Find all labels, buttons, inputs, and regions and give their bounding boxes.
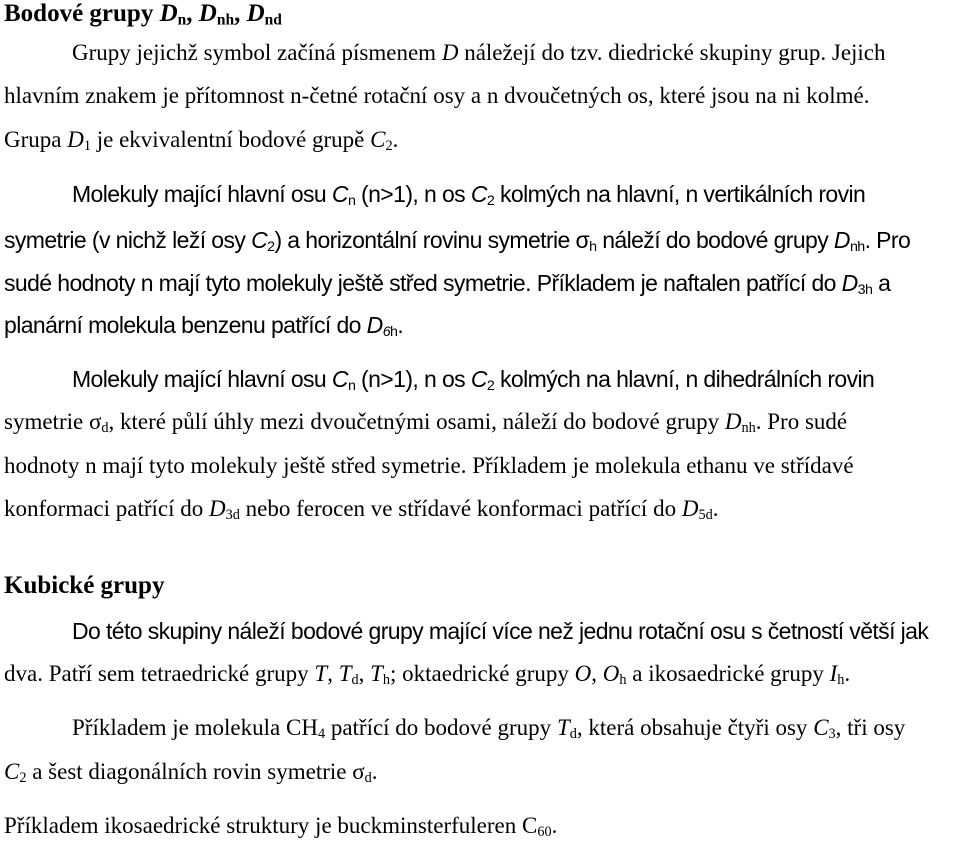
section-heading-d-groups: Bodové grupy $D_n$, $D_{nh}$, $D_{nd}$ xyxy=(4,0,282,29)
section-heading-cubic-groups: Kubické grupy xyxy=(4,572,165,599)
